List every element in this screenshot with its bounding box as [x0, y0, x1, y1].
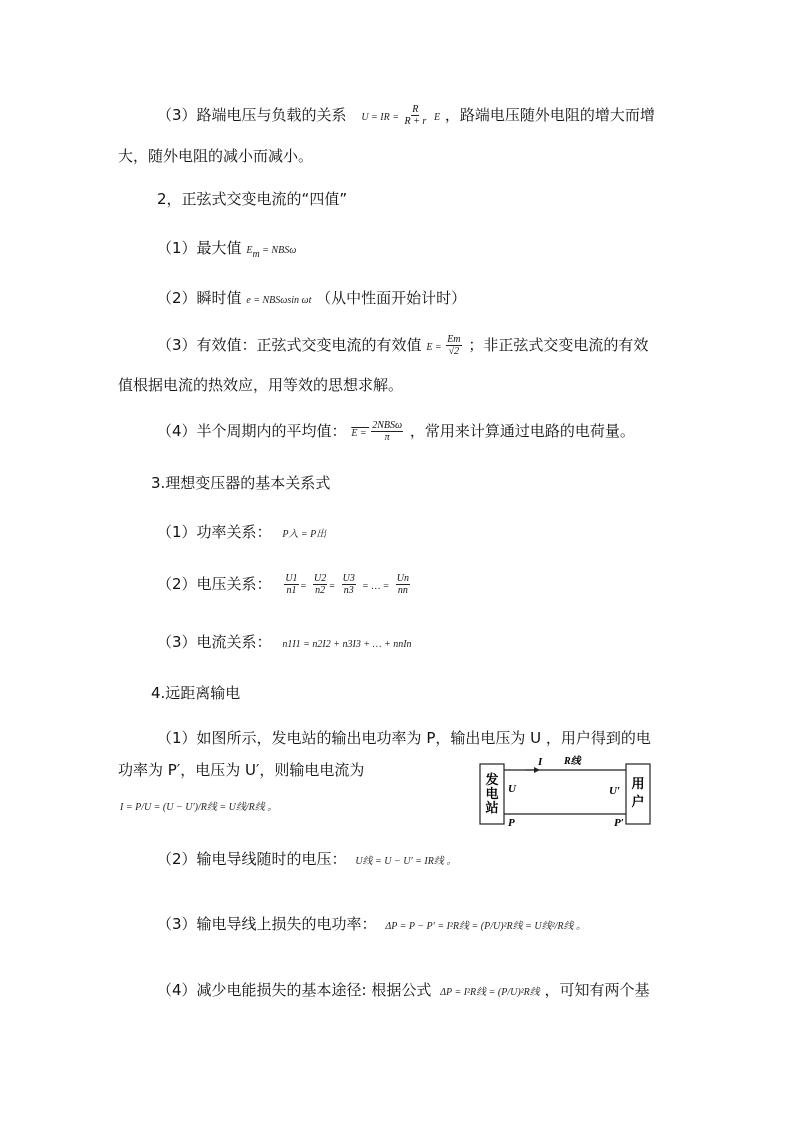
- formula-transmission-current: I = P/U = (U − U′)/R线 = U线/R线 。: [120, 802, 278, 813]
- item-effective-value: （3）有效值：正弦式交变电流的有效值 E = $\frac{Em}{√2}$ ；非正弦式交变电流的有效: [157, 334, 649, 357]
- transmission-diagram: [478, 752, 654, 828]
- section-heading: 4.远距离输电: [151, 684, 241, 702]
- label-voltage-u-prime: U′: [609, 785, 621, 797]
- station-char-3: 站: [485, 800, 499, 815]
- fraction: $\frac{R}{R + r}$: [404, 104, 427, 127]
- paragraph-terminal-voltage: [157, 104, 655, 128]
- label-power-p-prime: P′: [614, 817, 624, 828]
- item-instant-value: （2）瞬时值 e = NBSωsin ωt （从中性面开始计时）: [157, 289, 467, 307]
- station-char-2: 电: [485, 786, 499, 801]
- label-resistance: R线: [564, 756, 581, 767]
- text-line: 值根据电流的热效应，用等效的思想求解。: [118, 376, 404, 394]
- item-average-value: （4）半个周期内的平均值： E = $\frac{\text{2NBSω}}{\pi}$ ，常用来计算通过电路的电荷量。: [157, 420, 635, 443]
- item-max-value: （1）最大值 $E_m = NBS\omega$: [157, 239, 297, 260]
- user-char-2: 户: [631, 794, 645, 809]
- label-voltage-u: U: [508, 783, 516, 795]
- section-heading: 3.理想变压器的基本关系式: [151, 474, 331, 492]
- station-char-1: 发: [485, 772, 499, 787]
- text-line: 功率为 P′，电压为 U′，则输电电流为: [118, 761, 365, 779]
- text: ，路端电压随外电阻的增大而增: [444, 106, 655, 124]
- item-voltage-relation: （2）电压关系： $\frac{U1}{n1}$ = $\frac{U2}{n2}$ = $\frac{U3}{n3}$ = … = $\frac{Un}{nn}$: [157, 573, 409, 596]
- section-heading: 2，正弦式交变电流的“四值”: [157, 190, 348, 208]
- formula: U = IR =: [361, 112, 402, 123]
- item-power-loss: （3）输电导线上损失的电功率： ΔP = P − P′ = I²R线 = (P/U)²R线 = U线²/R线 。: [157, 915, 587, 933]
- text-line: （1）如图所示，发电站的输出电功率为 P，输出电压为 U ，用户得到的电: [157, 729, 651, 747]
- label-current: I: [538, 756, 543, 768]
- item-current-relation: （3）电流关系： n1I1 = n2I2 + n3I3 + … + nnIn: [157, 633, 412, 651]
- item-line-voltage: （2）输电导线随时的电压： U线 = U − U′ = IR线 。: [157, 850, 457, 868]
- formula: E: [434, 112, 441, 123]
- item-reduce-loss: （4）减少电能损失的基本途径: 根据公式 ΔP = I²R线 = (P/U)²R线 ，可知有两个基: [157, 981, 650, 999]
- label-power-p: P: [508, 817, 515, 828]
- item-power-relation: （1）功率关系： P入 = P出: [157, 523, 327, 541]
- text-line: 大，随外电阻的减小而减小。: [118, 147, 314, 165]
- user-char-1: 用: [631, 776, 645, 791]
- text: （3）路端电压与负载的关系: [157, 106, 347, 124]
